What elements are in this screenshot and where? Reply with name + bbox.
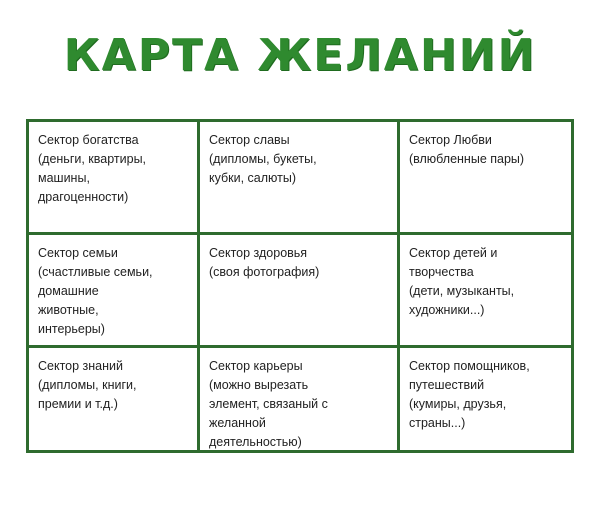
wish-map-grid: [26, 119, 574, 453]
sector-description: (дети, музыканты, художники...): [409, 284, 515, 317]
sector-career: [200, 348, 400, 450]
sector-description: (дипломы, книги, премии и т.д.): [38, 378, 137, 411]
sector-description: (деньги, квартиры, машины, драгоценности): [38, 152, 147, 204]
sector-fame: [200, 122, 400, 235]
sector-description: (своя фотография): [209, 265, 320, 279]
sector-children-creativity: [400, 235, 571, 348]
sector-name: Сектор знаний: [38, 359, 124, 373]
sector-name: Сектор карьеры: [209, 359, 303, 373]
sector-description: (счастливые семьи, домашние животные, интерьеры): [38, 265, 153, 336]
sector-name: Сектор славы: [209, 133, 290, 147]
sector-description: (кумиры, друзья, страны...): [409, 397, 507, 430]
sector-name: Сектор богатства: [38, 133, 139, 147]
page-title: КАРТА ЖЕЛАНИЙ: [63, 30, 537, 81]
sector-knowledge: [29, 348, 200, 450]
sector-helpers-travel: [400, 348, 571, 450]
sector-description: (влюбленные пары): [409, 152, 525, 166]
sector-health: [200, 235, 400, 348]
sector-name: Сектор Любви: [409, 133, 492, 147]
sector-name: Сектор семьи: [38, 246, 118, 260]
sector-wealth: [29, 122, 200, 235]
sector-name: Сектор здоровья: [209, 246, 308, 260]
sector-love: [400, 122, 571, 235]
sector-name: Сектор помощников, путешествий: [409, 359, 530, 392]
sector-description: (дипломы, букеты, кубки, салюты): [209, 152, 317, 185]
sector-family: [29, 235, 200, 348]
sector-name: Сектор детей и творчества: [409, 246, 498, 279]
sector-description: (можно вырезать элемент, связаный с желанной деятельностью): [209, 378, 328, 449]
